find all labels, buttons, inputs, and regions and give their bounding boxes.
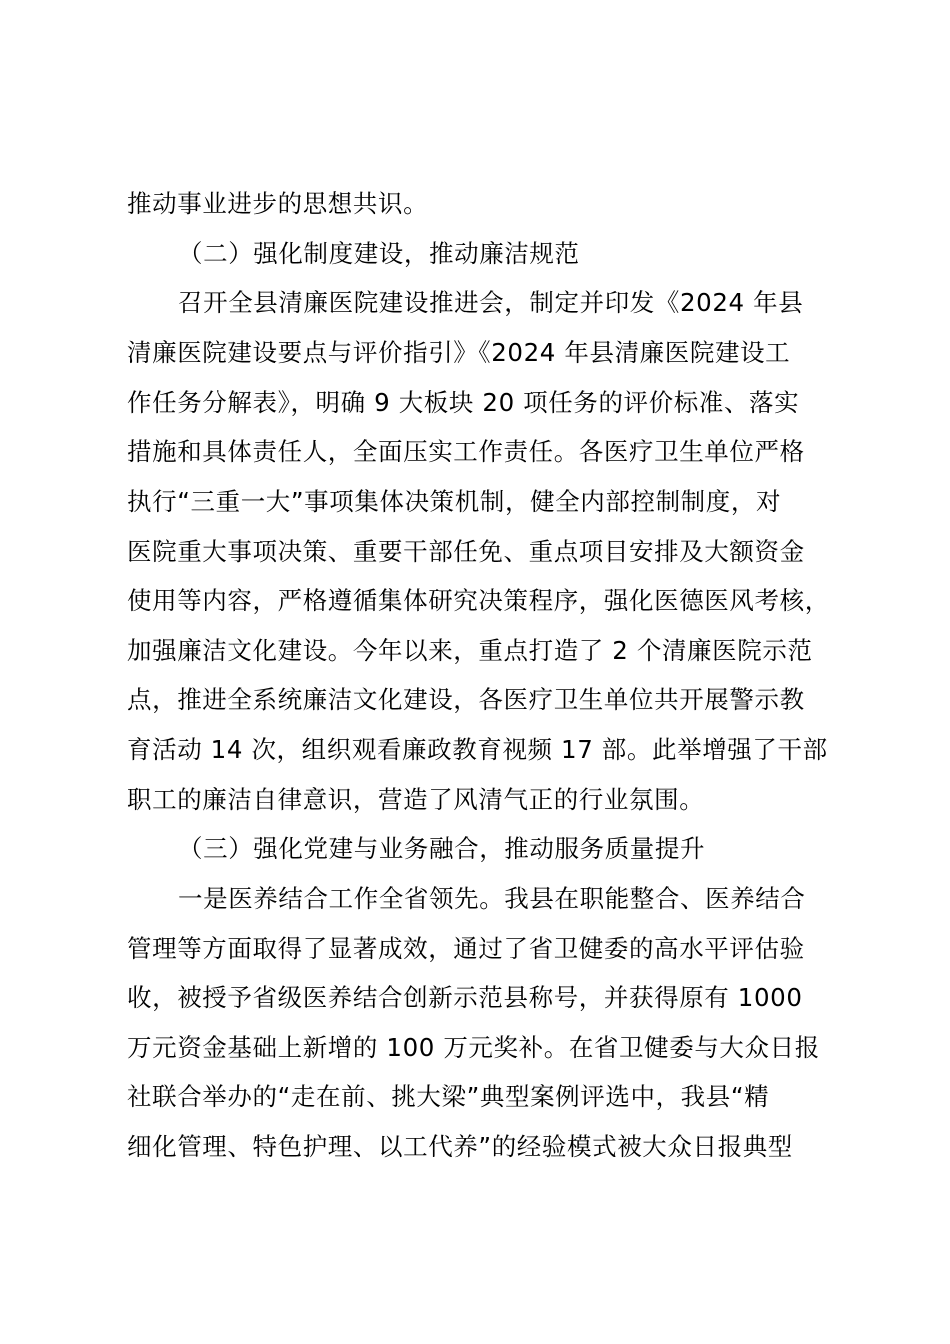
text-line: 清廉医院建设要点与评价指引》《2024 年县清廉医院建设工 bbox=[127, 338, 791, 367]
text-line: 措施和具体责任人，全面压实工作责任。各医疗卫生单位严格 bbox=[127, 437, 805, 466]
text-line: 收，被授予省级医养结合创新示范县称号，并获得原有 1000 bbox=[127, 983, 803, 1012]
text-line: 医院重大事项决策、重要干部任免、重点项目安排及大额资金 bbox=[127, 537, 805, 566]
text-line: 使用等内容，严格遵循集体研究决策程序，强化医德医风考核， bbox=[127, 586, 830, 615]
section-heading-3: （三）强化党建与业务融合，推动服务质量提升 bbox=[178, 834, 706, 863]
text-line: 推动事业进步的思想共识。 bbox=[127, 189, 429, 218]
text-line: 执行“三重一大”事项集体决策机制，健全内部控制制度，对 bbox=[127, 487, 782, 516]
text-line: 管理等方面取得了显著成效，通过了省卫健委的高水平评估验 bbox=[127, 934, 805, 963]
paragraph-first-line: 一是医养结合工作全省领先。我县在职能整合、医养结合 bbox=[178, 884, 806, 913]
section-heading-2: （二）强化制度建设，推动廉洁规范 bbox=[178, 239, 580, 268]
text-line: 点，推进全系统廉洁文化建设，各医疗卫生单位共开展警示教 bbox=[127, 685, 805, 714]
text-line: 作任务分解表》，明确 9 大板块 20 项任务的评价标准、落实 bbox=[127, 388, 800, 417]
text-line: 万元资金基础上新增的 100 万元奖补。在省卫健委与大众日报 bbox=[127, 1033, 820, 1062]
text-line: 职工的廉洁自律意识，营造了风清气正的行业氛围。 bbox=[127, 785, 705, 814]
paragraph-first-line: 召开全县清廉医院建设推进会，制定并印发《2024 年县 bbox=[178, 288, 804, 317]
text-line: 育活动 14 次，组织观看廉政教育视频 17 部。此举增强了干部 bbox=[127, 735, 828, 764]
text-line: 细化管理、特色护理、以工代养”的经验模式被大众日报典型 bbox=[127, 1132, 793, 1161]
text-line: 加强廉洁文化建设。今年以来，重点打造了 2 个清廉医院示范 bbox=[127, 636, 813, 665]
text-line: 社联合举办的“走在前、挑大梁”典型案例评选中，我县“精 bbox=[127, 1082, 770, 1111]
